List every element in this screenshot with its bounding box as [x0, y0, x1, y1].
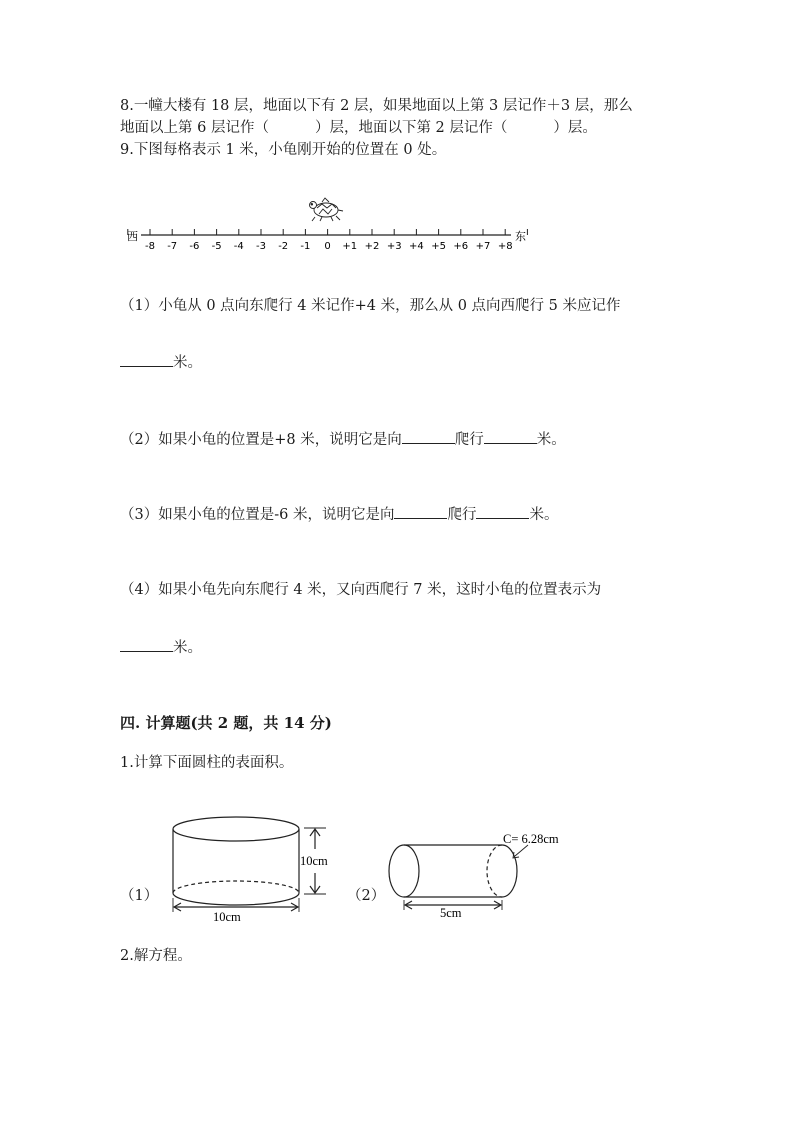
cylinder2-left-face — [389, 845, 419, 897]
tick-label: -4 — [233, 241, 244, 252]
tick-label: +7 — [475, 241, 491, 252]
calc-q1-text: 1.计算下面圆柱的表面积。 — [120, 755, 294, 771]
cylinder2-right-back — [487, 845, 502, 897]
answer-blank[interactable] — [120, 637, 173, 652]
tick-label: +1 — [342, 241, 358, 252]
answer-blank-direction[interactable] — [402, 429, 455, 444]
calc-q2-text: 2.解方程。 — [120, 948, 192, 964]
section-heading: 四. 计算题(共 2 题，共 14 分) — [120, 714, 332, 732]
fig1-diameter-label: 10cm — [213, 910, 241, 924]
answer-blank-distance[interactable] — [476, 504, 529, 519]
cylinder-figure-2 — [389, 845, 528, 910]
cylinder1-bottom-front — [173, 893, 299, 905]
fig1-label: （1） — [120, 888, 159, 904]
q8-line1: 8.一幢大楼有 18 层，地面以下有 2 层，如果地面以上第 3 层记作＋3 层，那么 — [120, 98, 633, 114]
fig2-circumference-label: C= 6.28cm — [503, 832, 559, 846]
ticks — [128, 229, 528, 235]
cylinder2-right-front — [502, 845, 517, 897]
tick-label: 0 — [324, 241, 331, 252]
tick-label: +3 — [386, 241, 402, 252]
tick-label: -5 — [211, 241, 222, 252]
q9-sub3 — [120, 504, 558, 525]
tick-label: +2 — [364, 241, 380, 252]
answer-blank-direction[interactable] — [394, 504, 447, 519]
number-line — [127, 229, 527, 252]
fig2-length-label: 5cm — [440, 906, 462, 920]
q9-sub2-text-b: 爬行 — [454, 432, 484, 448]
tick-label: +8 — [497, 241, 513, 252]
q9-intro: 9.下图每格表示 1 米，小龟刚开始的位置在 0 处。 — [120, 142, 447, 158]
unit-text: 米。 — [173, 355, 202, 371]
answer-blank[interactable] — [120, 352, 173, 367]
tick-labels — [145, 241, 513, 252]
q8-line2-c: ）层。 — [553, 120, 597, 136]
tick-label: -3 — [256, 241, 266, 252]
q9-sub1-answer-line — [120, 352, 202, 373]
turtle-icon — [310, 198, 344, 221]
west-label: 西 — [127, 231, 138, 243]
q8-line2-b: ）层，地面以下第 2 层记作（ — [314, 120, 508, 136]
tick-label: +5 — [431, 241, 446, 252]
tick-label: -8 — [145, 241, 155, 252]
tick-label: +4 — [409, 241, 424, 252]
q9-sub3-text-b: 爬行 — [447, 507, 477, 523]
cylinder1-bottom-back — [173, 881, 299, 893]
q8-line2-a: 地面以上第 6 层记作（ — [120, 120, 269, 136]
circumference-pointer — [515, 845, 528, 856]
q9-sub2 — [120, 429, 566, 450]
q9-sub4-answer-line — [120, 637, 202, 658]
q9-sub3-text-c: 米。 — [529, 507, 559, 523]
unit-text: 米。 — [173, 640, 202, 656]
fig2-label: （2） — [347, 888, 386, 904]
tick-label: -7 — [167, 241, 178, 252]
q9-sub4: （4）如果小龟先向东爬行 4 米，又向西爬行 7 米，这时小龟的位置表示为 — [120, 582, 602, 598]
tick-label: -2 — [278, 241, 289, 252]
east-label: 东 — [515, 231, 526, 243]
q9-sub3-text-a: （3）如果小龟的位置是-6 米，说明它是向 — [120, 507, 395, 523]
cylinder1-top — [173, 817, 299, 841]
q9-sub2-text-c: 米。 — [536, 432, 566, 448]
tick-label: +6 — [453, 241, 469, 252]
tick-label: -6 — [189, 241, 200, 252]
fig1-height-label: 10cm — [300, 854, 328, 868]
tick-label: -1 — [300, 241, 311, 252]
answer-blank-distance[interactable] — [484, 429, 537, 444]
q9-sub1: （1）小龟从 0 点向东爬行 4 米记作+4 米，那么从 0 点向西爬行 5 米应记作 — [120, 298, 621, 314]
q9-sub2-text-a: （2）如果小龟的位置是+8 米，说明它是向 — [120, 432, 402, 448]
